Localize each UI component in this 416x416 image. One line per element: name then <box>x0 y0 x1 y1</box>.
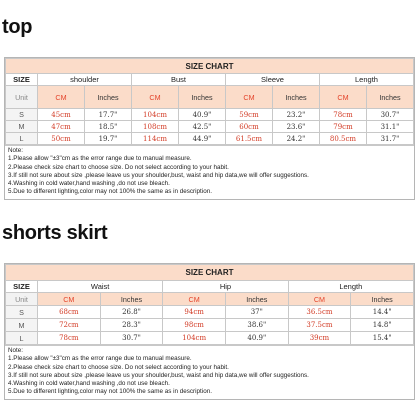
shorts-skirt-heading: shorts skirt <box>2 222 108 244</box>
value-cell: 36.5cm <box>288 306 351 319</box>
value-cell: 78cm <box>320 109 367 121</box>
length-header: Length <box>320 74 414 86</box>
unit-cm: CM <box>320 86 367 109</box>
size-header: SIZE <box>6 74 38 86</box>
value-cell: 114cm <box>132 133 179 145</box>
unit-cm: CM <box>38 86 85 109</box>
value-cell: 50cm <box>38 133 85 145</box>
value-cell: 42.5" <box>179 121 226 133</box>
value-cell: 60cm <box>226 121 273 133</box>
note-line: 4.Washing in cold water,hand washing ,do not use bleach. <box>8 180 170 188</box>
size-cell: L <box>6 133 38 145</box>
value-cell: 30.7" <box>367 109 414 121</box>
table-row <box>6 109 414 121</box>
top-size-chart <box>4 57 415 200</box>
value-cell: 23.2" <box>273 109 320 121</box>
value-cell: 28.3" <box>100 319 163 332</box>
value-cell: 31.7" <box>367 133 414 145</box>
note-line: 5.Due to different lighting,color may not 100% the same as in description. <box>8 188 212 196</box>
value-cell: 14.8" <box>351 319 414 332</box>
table-row <box>6 133 414 145</box>
table-row <box>6 332 414 345</box>
size-cell: L <box>6 332 38 345</box>
value-cell: 15.4" <box>351 332 414 345</box>
value-cell: 37.5cm <box>288 319 351 332</box>
note-line: 4.Washing in cold water,hand washing ,do not use bleach. <box>8 380 170 388</box>
shoulder-header: shoulder <box>38 74 132 86</box>
unit-label: Unit <box>6 86 38 109</box>
value-cell: 18.5" <box>85 121 132 133</box>
value-cell: 94cm <box>163 306 226 319</box>
size-cell: M <box>6 121 38 133</box>
value-cell: 104cm <box>163 332 226 345</box>
size-chart-title: SIZE CHART <box>6 59 414 74</box>
value-cell: 80.5cm <box>320 133 367 145</box>
value-cell: 68cm <box>38 306 101 319</box>
size-chart-title: SIZE CHART <box>6 265 414 281</box>
note-line: 5.Due to different lighting,color may not 100% the same as in description. <box>8 388 212 396</box>
notes <box>5 145 414 199</box>
note-line: 2.Please check size chart to choose size. Do not select according to your habit. <box>8 163 229 171</box>
value-cell: 19.7" <box>85 133 132 145</box>
skirt-size-chart <box>4 263 415 400</box>
unit-inches: Inches <box>100 293 163 306</box>
value-cell: 38.6" <box>225 319 288 332</box>
unit-inches: Inches <box>85 86 132 109</box>
note-line: 2.Please check size chart to choose size. Do not select according to your habit. <box>8 363 229 371</box>
value-cell: 39cm <box>288 332 351 345</box>
top-heading: top <box>2 16 33 38</box>
value-cell: 26.8" <box>100 306 163 319</box>
size-header: SIZE <box>6 281 38 293</box>
sleeve-header: Sleeve <box>226 74 320 86</box>
value-cell: 44.9" <box>179 133 226 145</box>
value-cell: 40.9" <box>179 109 226 121</box>
value-cell: 108cm <box>132 121 179 133</box>
unit-cm: CM <box>38 293 101 306</box>
unit-label: Unit <box>6 293 38 306</box>
note-line: 3.If still not sure about size ,please leave us your shoulder,bust, waist and hip data,we will offer suggestions. <box>8 371 309 379</box>
size-cell: S <box>6 306 38 319</box>
value-cell: 24.2" <box>273 133 320 145</box>
value-cell: 14.4" <box>351 306 414 319</box>
notes <box>5 345 414 399</box>
table-row <box>6 121 414 133</box>
value-cell: 45cm <box>38 109 85 121</box>
size-cell: S <box>6 109 38 121</box>
value-cell: 59cm <box>226 109 273 121</box>
value-cell: 78cm <box>38 332 101 345</box>
note-line: 1.Please allow "±3"cm as the error range due to manual measure. <box>8 355 192 363</box>
table-row <box>6 306 414 319</box>
value-cell: 98cm <box>163 319 226 332</box>
note-line: 1.Please allow "±3"cm as the error range due to manual measure. <box>8 155 192 163</box>
unit-cm: CM <box>132 86 179 109</box>
unit-cm: CM <box>163 293 226 306</box>
value-cell: 17.7" <box>85 109 132 121</box>
value-cell: 61.5cm <box>226 133 273 145</box>
unit-inches: Inches <box>273 86 320 109</box>
unit-cm: CM <box>288 293 351 306</box>
value-cell: 23.6" <box>273 121 320 133</box>
unit-inches: Inches <box>367 86 414 109</box>
unit-inches: Inches <box>351 293 414 306</box>
table-row <box>6 319 414 332</box>
size-cell: M <box>6 319 38 332</box>
waist-header: Waist <box>38 281 163 293</box>
unit-cm: CM <box>226 86 273 109</box>
note-line: Note: <box>8 347 24 354</box>
unit-inches: Inches <box>225 293 288 306</box>
value-cell: 104cm <box>132 109 179 121</box>
value-cell: 30.7" <box>100 332 163 345</box>
unit-inches: Inches <box>179 86 226 109</box>
value-cell: 47cm <box>38 121 85 133</box>
note-line: 3.If still not sure about size ,please leave us your shoulder,bust, waist and hip data,we will offer suggestions. <box>8 171 309 179</box>
note-line: Note: <box>8 147 24 154</box>
value-cell: 40.9" <box>225 332 288 345</box>
hip-header: Hip <box>163 281 288 293</box>
value-cell: 79cm <box>320 121 367 133</box>
bust-header: Bust <box>132 74 226 86</box>
value-cell: 72cm <box>38 319 101 332</box>
value-cell: 31.1" <box>367 121 414 133</box>
length-header: Length <box>288 281 413 293</box>
value-cell: 37" <box>225 306 288 319</box>
